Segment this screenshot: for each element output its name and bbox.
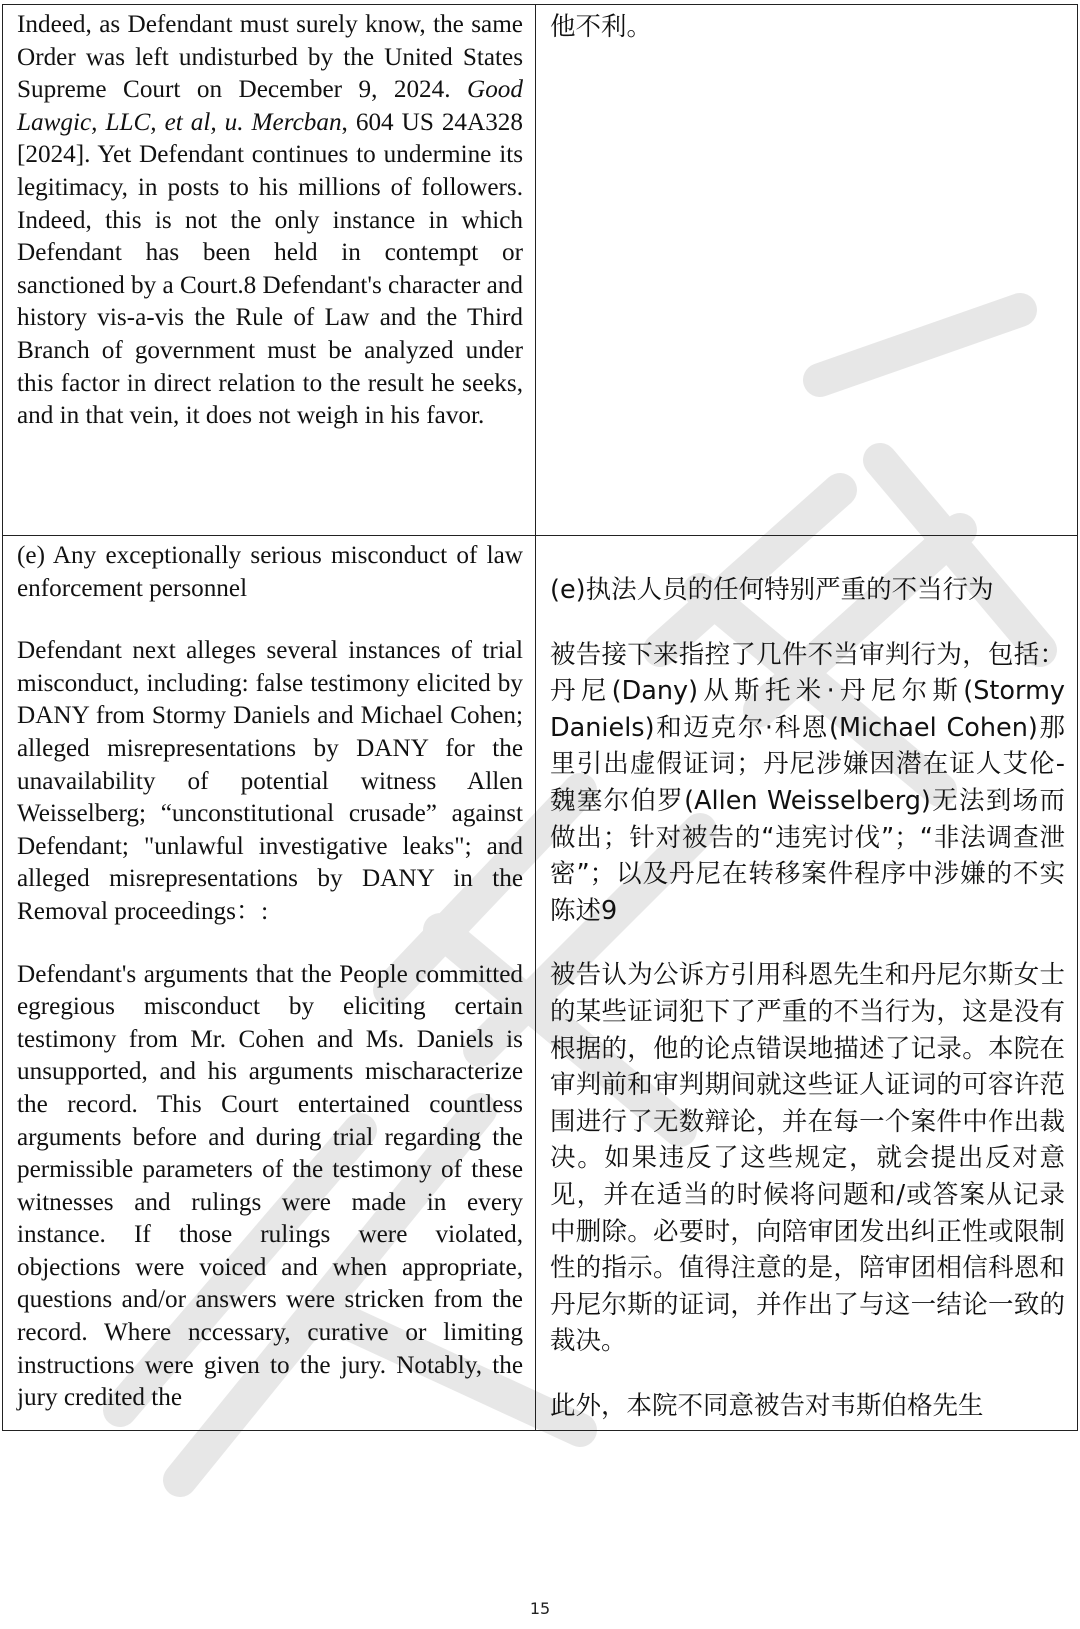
- english-cell: [3, 536, 536, 1431]
- chinese-paragraph: 被告接下来指控了几件不当审判行为，包括：丹尼(Dany)从斯托米·丹尼尔斯(Stormy Daniels)和迈克尔·科恩(Michael Cohen)那里引出虚假证词；丹尼涉嫌因潜在证人艾伦-魏塞尔伯罗(Allen Weisselberg)无法到场而做出；针对被告的“违宪讨伐”；“非法调查泄密”；以及丹尼在转移案件程序中涉嫌的不实陈述9: [550, 639, 1065, 926]
- chinese-paragraph: 此外，本院不同意被告对韦斯伯格先生: [550, 1390, 984, 1421]
- chinese-cell: [536, 5, 1078, 536]
- bilingual-table: [2, 4, 1078, 1431]
- paragraph-text: Indeed, as Defendant must surely know, the same Order was left undisturbed by the United States Supreme Court on December 9, 2024.: [17, 11, 523, 104]
- english-paragraph: Defendant next alleges several instances of trial misconduct, including: false testimony elicited by DANY from Stormy Daniels and Michael Cohen; alleged misrepresentations by DANY for the unavailability of potential witness Allen Weisselberg; “unconstitutional crusade” against Defendant; "unlawful investigative leaks"; and alleged misrepresentations by DANY in the Removal proceedings：:: [17, 637, 523, 925]
- paragraph-text: , 604 US 24A328 [2024]. Yet Defendant continues to undermine its legitimacy, in posts to his millions of followers. Indeed, this is not the only instance in which Defendant has been held in contempt or sanctioned by a Court.8 Defendant's character and history vis-a-vis the Rule of Law and the Third Branch of government must be analyzed under this factor in direct relation to the result he seeks, and in that vein, it does not weigh in his favor.: [17, 108, 523, 430]
- section-heading: (e) Any exceptionally serious misconduct of law enforcement personnel: [17, 542, 523, 602]
- table-row: [3, 5, 1078, 536]
- section-heading: (e)执法人员的任何特别严重的不当行为: [550, 575, 994, 605]
- table-row: [3, 536, 1078, 1431]
- english-paragraph: Defendant's arguments that the People committed egregious misconduct by eliciting certain testimony from Mr. Cohen and Ms. Daniels is unsupported, and his arguments mischaracterize the record. This Court entertained countless arguments before and during trial regarding the permissible parameters of the testimony of these witnesses and rulings were made in every instance. If those rulings were violated, objections were voiced and when appropriate, questions and/or answers were stricken from the record. Where nccessary, curative or limiting instructions were given to the jury. Notably, the jury credited the: [17, 960, 523, 1412]
- chinese-paragraph: 被告认为公诉方引用科恩先生和丹尼尔斯女士的某些证词犯下了严重的不当行为，这是没有根据的，他的论点错误地描述了记录。本院在审判前和审判期间就这些证人证词的可容许范围进行了无数辩论，并在每一个案件中作出裁决。如果违反了这些规定，就会提出反对意见，并在适当的时候将问题和/或答案从记录中删除。必要时，向陪审团发出纠正性或限制性的指示。值得注意的是，陪审团相信科恩和丹尼尔斯的证词，并作出了与这一结论一致的裁决。: [550, 960, 1065, 1357]
- page-number: 15: [529, 1599, 551, 1618]
- chinese-cell: [536, 536, 1078, 1431]
- case-citation: Good Lawgic, LLC, et al, u. Mercban: [17, 76, 523, 136]
- chinese-paragraph: 他不利。: [550, 12, 653, 42]
- english-paragraph: [17, 9, 523, 433]
- english-cell: [3, 5, 536, 536]
